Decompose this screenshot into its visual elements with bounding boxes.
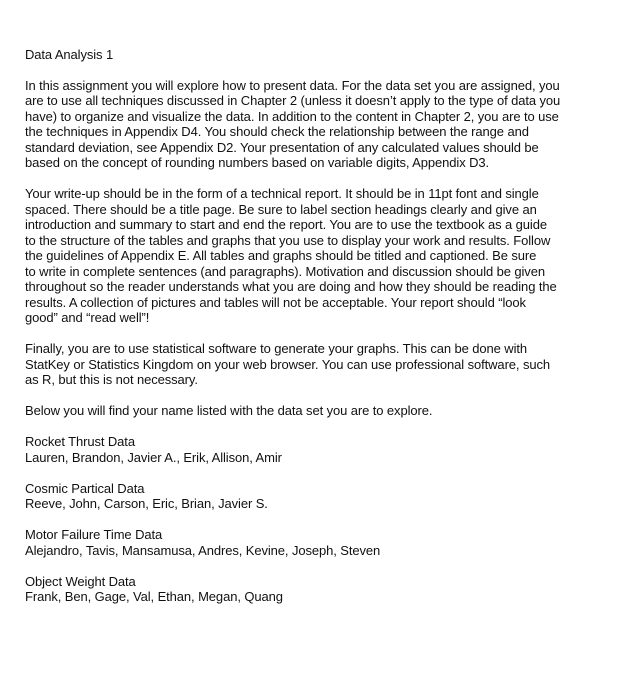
paragraph-line: have) to organize and visualize the data. In addition to the content in Chapter 2, you are to use: [25, 108, 559, 124]
dataset-group-object-weight: [25, 574, 622, 605]
paragraph-line: the techniques in Appendix D4. You should check the relationship between the range and: [25, 124, 529, 139]
paragraph-assignments: [25, 403, 622, 419]
dataset-names: Lauren, Brandon, Javier A., Erik, Allison, Amir: [25, 449, 282, 465]
paragraph-line: Below you will find your name listed with the data set you are to explore.: [25, 403, 433, 418]
dataset-title: Object Weight Data: [25, 573, 136, 589]
dataset-group-motor-failure: [25, 527, 622, 558]
paragraph-line: based on the concept of rounding numbers based on variable digits, Appendix D3.: [25, 155, 490, 170]
paragraph-line: introduction and summary to start and end the report. You are to use the textbook as a guide: [25, 217, 547, 232]
paragraph-line: Finally, you are to use statistical software to generate your graphs. This can be done with: [25, 341, 528, 356]
paragraph-line: In this assignment you will explore how to present data. For the data set you are assigned, you: [25, 77, 560, 93]
paragraph-line: to the structure of the tables and graphs that you use to display your work and results. Follow: [25, 232, 551, 248]
paragraph-line: are to use all techniques discussed in Chapter 2 (unless it doesn’t apply to the type of data you: [25, 93, 561, 108]
document-title: Data Analysis 1: [25, 47, 114, 62]
paragraph-line: the guidelines of Appendix E. All tables and graphs should be titled and captioned. Be sure: [25, 248, 537, 263]
paragraph-line: StatKey or Statistics Kingdom on your web browser. You can use professional software, such: [25, 356, 551, 372]
paragraph-writeup: [25, 186, 622, 326]
paragraph-software: [25, 341, 622, 388]
document-page: [25, 47, 622, 620]
dataset-group-cosmic-partical: [25, 481, 622, 512]
paragraph-line: as R, but this is not necessary.: [25, 372, 198, 387]
dataset-title: Rocket Thrust Data: [25, 434, 135, 449]
dataset-title: Motor Failure Time Data: [25, 527, 163, 542]
paragraph-line: standard deviation, see Appendix D2. Your presentation of any calculated values should be: [25, 139, 539, 155]
paragraph-line: spaced. There should be a title page. Be sure to label section headings clearly and give an: [25, 201, 537, 217]
paragraph-line: Your write-up should be in the form of a technical report. It should be in 11pt font and single: [25, 186, 539, 201]
dataset-names: Alejandro, Tavis, Mansamusa, Andres, Kevine, Joseph, Steven: [25, 542, 381, 558]
dataset-title: Cosmic Partical Data: [25, 480, 145, 496]
dataset-group-rocket-thrust: [25, 434, 622, 465]
paragraph-line: to write in complete sentences (and paragraphs). Motivation and discussion should be given: [25, 263, 545, 279]
paragraph-line: results. A collection of pictures and tables will not be acceptable. Your report should “look: [25, 294, 526, 310]
paragraph-line: good” and “read well”!: [25, 310, 150, 325]
dataset-names: Frank, Ben, Gage, Val, Ethan, Megan, Quang: [25, 589, 283, 604]
dataset-names: Reeve, John, Carson, Eric, Brian, Javier S.: [25, 496, 268, 511]
paragraph-line: throughout so the reader understands what you are doing and how they should be reading the: [25, 279, 557, 294]
paragraph-intro: [25, 78, 622, 171]
